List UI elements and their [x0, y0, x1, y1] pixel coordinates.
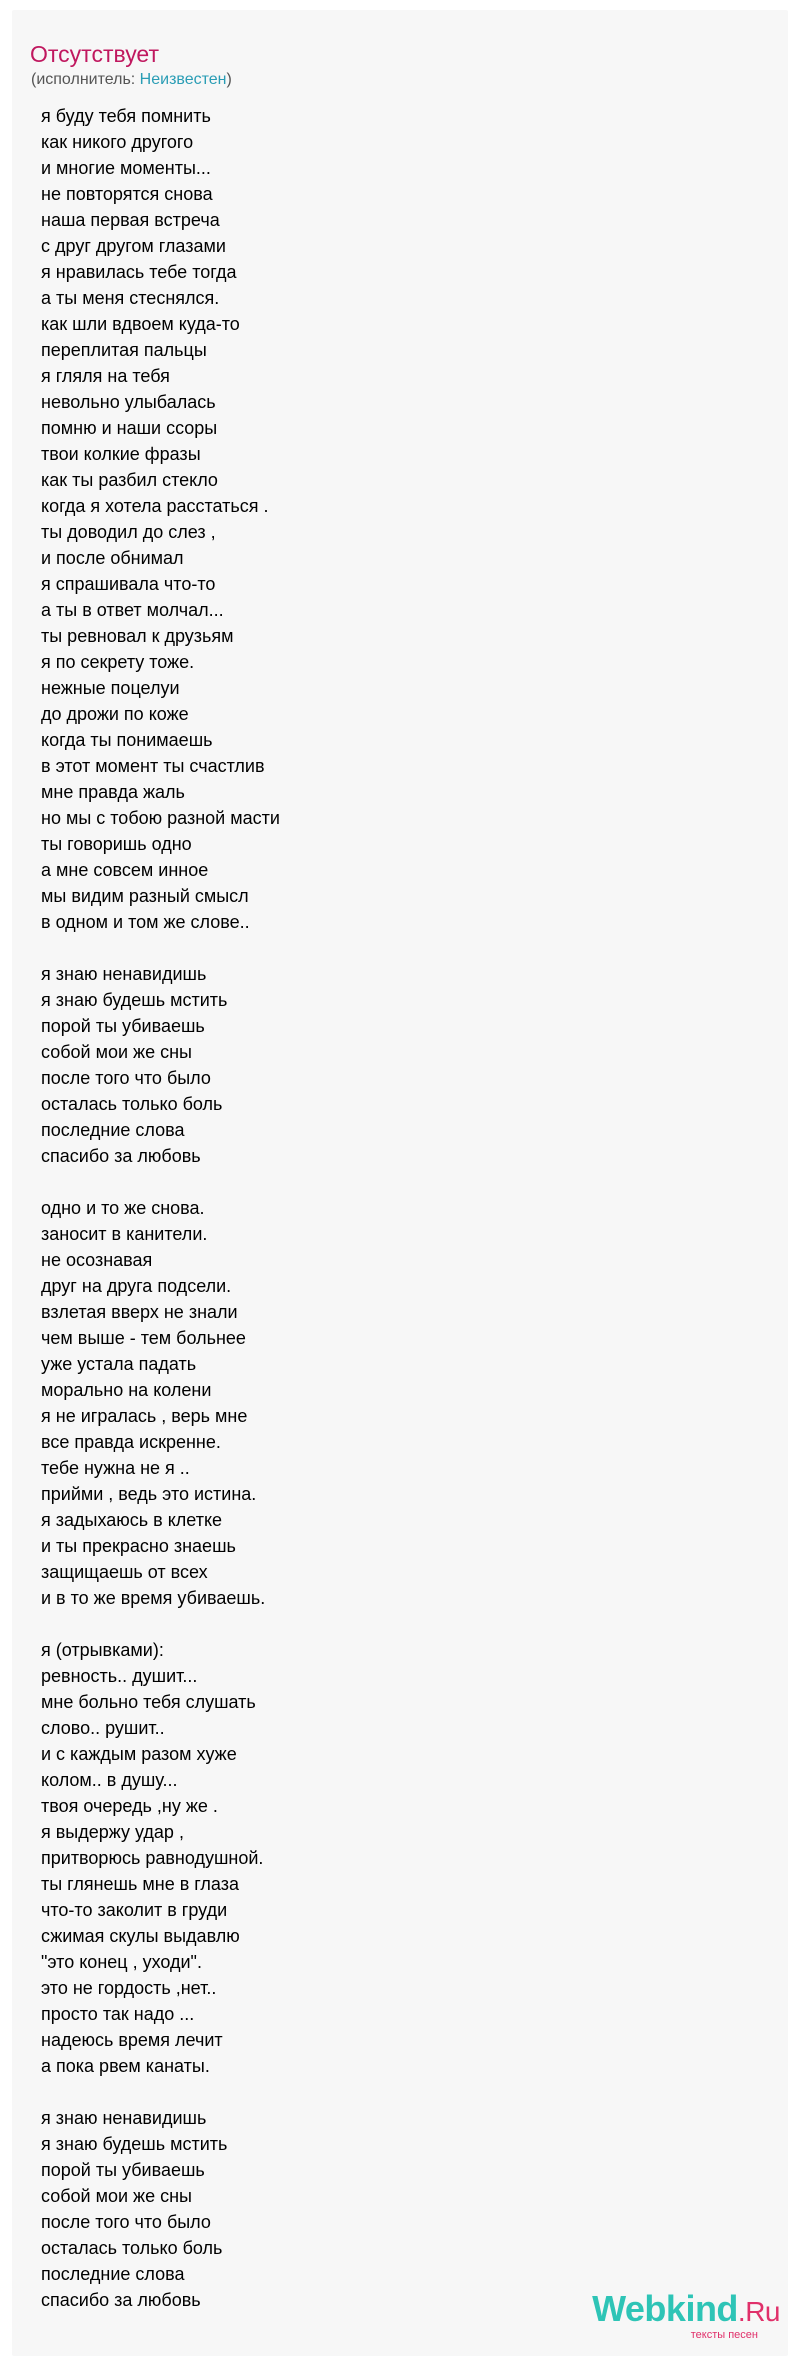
lyric-line: до дрожи по коже: [41, 704, 189, 724]
lyric-line: притворюсь равнодушной.: [41, 1848, 264, 1868]
logo-tagline: тексты песен: [690, 2329, 758, 2341]
lyric-line: а ты в ответ молчал...: [41, 600, 224, 620]
logo-name: Webkind: [592, 2288, 738, 2329]
song-title: Отсутствует: [30, 41, 159, 67]
lyric-line: последние слова: [41, 1120, 185, 1140]
lyric-line: морально на колени: [41, 1380, 212, 1400]
lyric-line: мне правда жаль: [41, 782, 185, 802]
lyric-line: я нравилась тебе тогда: [41, 262, 237, 282]
lyric-line: заносит в канители.: [41, 1224, 208, 1244]
lyric-line: слово.. рушит..: [41, 1718, 165, 1738]
lyrics-stanza: [41, 1637, 641, 2079]
lyric-line: я знаю будешь мстить: [41, 2134, 228, 2154]
artist-suffix: ): [226, 71, 232, 88]
lyric-line: я по секрету тоже.: [41, 652, 195, 672]
lyric-line: не осознавая: [41, 1250, 153, 1270]
lyric-line: я буду тебя помнить: [41, 106, 211, 126]
lyric-line: одно и то же снова.: [41, 1198, 205, 1218]
lyric-line: и ты прекрасно знаешь: [41, 1536, 236, 1556]
lyric-line: но мы с тобою разной масти: [41, 808, 280, 828]
lyric-line: твои колкие фразы: [41, 444, 201, 464]
artist-prefix: (исполнитель:: [31, 71, 140, 88]
lyric-line: ревность.. душит...: [41, 1666, 198, 1686]
lyric-line: я знаю ненавидишь: [41, 964, 207, 984]
lyric-line: просто так надо ...: [41, 2004, 195, 2024]
lyric-line: последние слова: [41, 2264, 185, 2284]
lyric-line: после того что было: [41, 1068, 211, 1088]
lyric-line: защищаешь от всех: [41, 1562, 208, 1582]
lyric-line: надеюсь время лечит: [41, 2030, 223, 2050]
lyric-line: и в то же время убиваешь.: [41, 1588, 266, 1608]
lyric-line: это не гордость ,нет..: [41, 1978, 217, 1998]
lyrics-text: [41, 103, 641, 2339]
lyric-line: мне больно тебя слушать: [41, 1692, 256, 1712]
lyric-line: "это конец , уходи".: [41, 1952, 202, 1972]
lyric-line: не повторятся снова: [41, 184, 213, 204]
lyric-line: колом.. в душу...: [41, 1770, 178, 1790]
lyrics-stanza: [41, 103, 641, 935]
lyric-line: чем выше - тем больнее: [41, 1328, 246, 1348]
lyric-line: тебе нужна не я ..: [41, 1458, 190, 1478]
lyric-line: сжимая скулы выдавлю: [41, 1926, 240, 1946]
lyric-line: друг на друга подсели.: [41, 1276, 232, 1296]
lyric-line: когда ты понимаешь: [41, 730, 213, 750]
lyric-line: с друг другом глазами: [41, 236, 226, 256]
lyric-line: и многие моменты...: [41, 158, 211, 178]
lyric-line: в этот момент ты счастлив: [41, 756, 265, 776]
lyric-line: я не игралась , верь мне: [41, 1406, 248, 1426]
lyric-line: все правда искренне.: [41, 1432, 221, 1452]
lyric-line: осталась только боль: [41, 1094, 223, 1114]
lyric-line: когда я хотела расстаться .: [41, 496, 269, 516]
lyric-line: нежные поцелуи: [41, 678, 180, 698]
lyric-line: прийми , ведь это истина.: [41, 1484, 257, 1504]
lyric-line: порой ты убиваешь: [41, 1016, 205, 1036]
lyric-line: ты говоришь одно: [41, 834, 192, 854]
lyric-line: а ты меня стеснялся.: [41, 288, 220, 308]
webkind-logo[interactable]: [584, 2288, 780, 2348]
lyric-line: осталась только боль: [41, 2238, 223, 2258]
lyrics-stanza: [41, 961, 641, 1169]
logo-wordmark: [592, 2288, 780, 2333]
lyric-line: переплитая пальцы: [41, 340, 207, 360]
lyric-line: порой ты убиваешь: [41, 2160, 205, 2180]
lyric-line: я спрашивала что-то: [41, 574, 216, 594]
lyric-line: невольно улыбалась: [41, 392, 216, 412]
lyric-line: я гляля на тебя: [41, 366, 170, 386]
lyric-line: спасибо за любовь: [41, 2290, 201, 2310]
lyric-line: как никого другого: [41, 132, 194, 152]
lyric-line: мы видим разный смысл: [41, 886, 249, 906]
lyric-line: а мне совсем инное: [41, 860, 209, 880]
lyrics-stanza: [41, 1195, 641, 1611]
lyric-line: и с каждым разом хуже: [41, 1744, 237, 1764]
lyric-line: взлетая вверх не знали: [41, 1302, 238, 1322]
lyric-line: помню и наши ссоры: [41, 418, 218, 438]
lyric-line: я знаю ненавидишь: [41, 2108, 207, 2128]
lyric-line: после того что было: [41, 2212, 211, 2232]
lyric-line: ты доводил до слез ,: [41, 522, 216, 542]
lyric-line: как шли вдвоем куда-то: [41, 314, 240, 334]
lyric-line: спасибо за любовь: [41, 1146, 201, 1166]
lyric-line: я выдержу удар ,: [41, 1822, 184, 1842]
lyric-line: твоя очередь ,ну же .: [41, 1796, 218, 1816]
lyric-line: наша первая встреча: [41, 210, 220, 230]
logo-tld: .Ru: [737, 2296, 780, 2327]
lyric-line: я (отрывками):: [41, 1640, 164, 1660]
lyric-line: собой мои же сны: [41, 1042, 192, 1062]
lyric-line: как ты разбил стекло: [41, 470, 218, 490]
lyric-line: и после обнимал: [41, 548, 184, 568]
lyric-line: ты ревновал к друзьям: [41, 626, 234, 646]
lyric-line: я знаю будешь мстить: [41, 990, 228, 1010]
lyric-line: что-то заколит в груди: [41, 1900, 228, 1920]
lyrics-stanza: [41, 2105, 641, 2313]
lyric-line: а пока рвем канаты.: [41, 2056, 210, 2076]
lyric-line: ты глянешь мне в глаза: [41, 1874, 240, 1894]
song-meta: [31, 70, 232, 90]
artist-link[interactable]: Неизвестен: [139, 71, 227, 88]
lyric-line: собой мои же сны: [41, 2186, 192, 2206]
lyric-line: я задыхаюсь в клетке: [41, 1510, 223, 1530]
lyric-line: уже устала падать: [41, 1354, 197, 1374]
lyric-line: в одном и том же слове..: [41, 912, 250, 932]
